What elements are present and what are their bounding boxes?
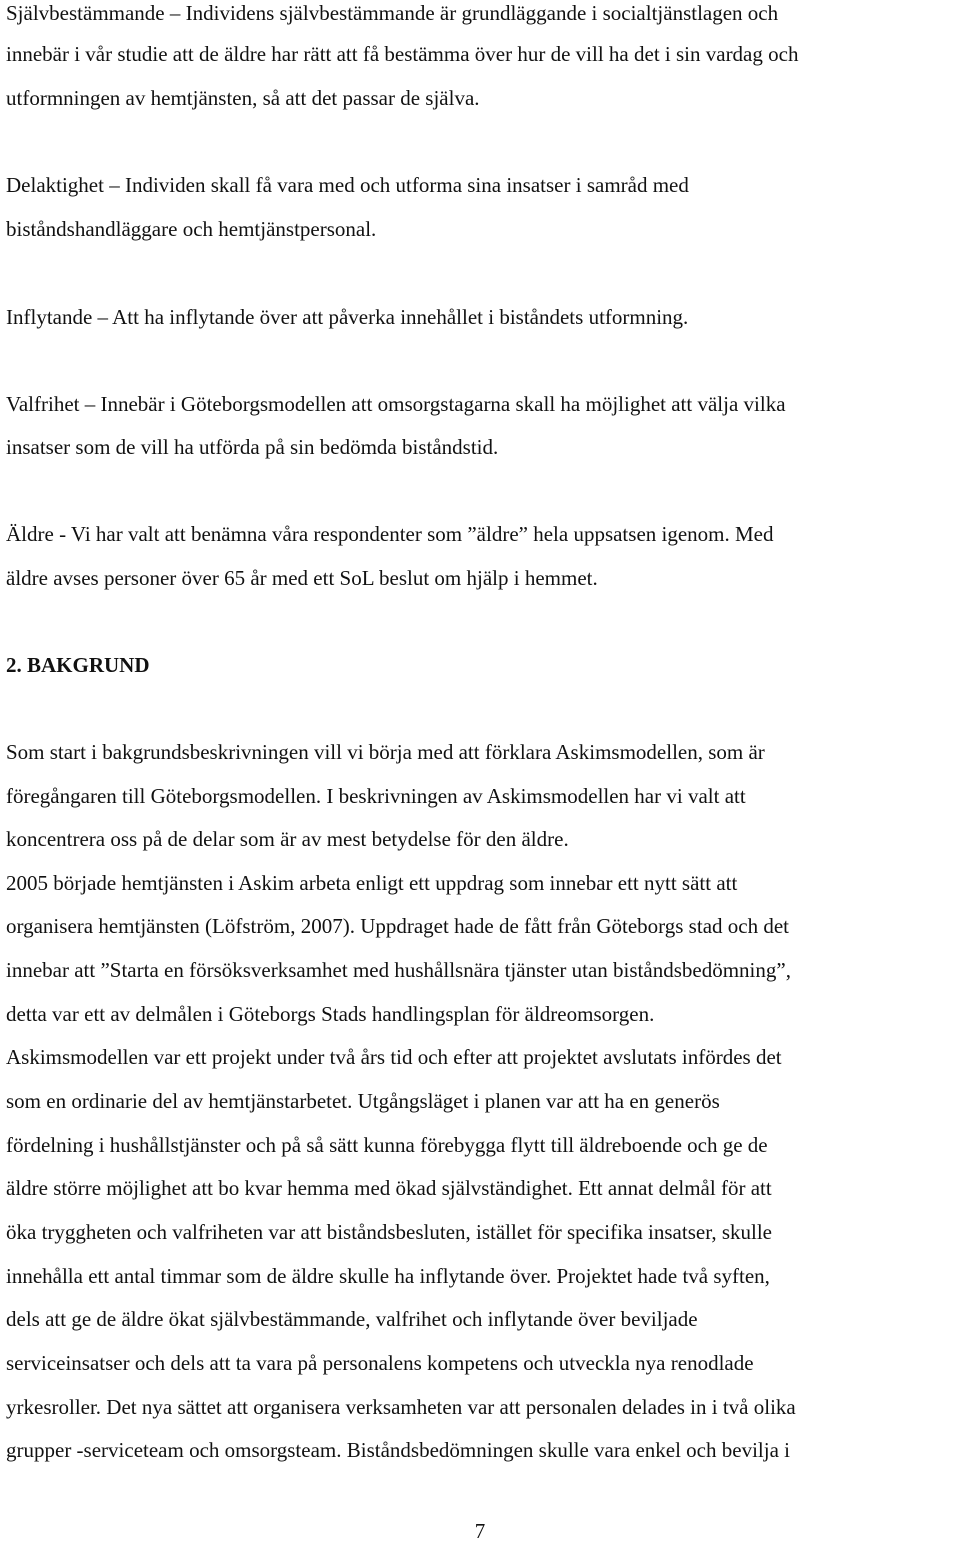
body-line: dels att ge de äldre ökat självbestämmande, valfrihet och inflytande över beviljade (6, 1307, 698, 1331)
body-line: grupper -serviceteam och omsorgsteam. Biståndsbedömningen skulle vara enkel och bevilja i (6, 1438, 790, 1462)
body-line: Askimsmodellen var ett projekt under två års tid och efter att projektet avslutats infördes det (6, 1045, 782, 1069)
body-line: föregångaren till Göteborgsmodellen. I beskrivningen av Askimsmodellen har vi valt att (6, 784, 746, 808)
definition-line: Delaktighet – Individen skall få vara med och utforma sina insatser i samråd med (6, 173, 689, 197)
body-line: organisera hemtjänsten (Löfström, 2007). Uppdraget hade de fått från Göteborgs stad och det (6, 914, 789, 938)
body-line: 2005 började hemtjänsten i Askim arbeta enligt ett uppdrag som innebar ett nytt sätt att (6, 871, 738, 895)
definition-line: Inflytande – Att ha inflytande över att påverka innehållet i biståndets utformning. (6, 305, 689, 329)
body-line: äldre större möjlighet att bo kvar hemma med ökad självständighet. Ett annat delmål för att (6, 1176, 772, 1200)
page-number: 7 (474, 1519, 486, 1543)
body-line: Som start i bakgrundsbeskrivningen vill vi börja med att förklara Askimsmodellen, som är (6, 740, 765, 764)
body-line: innehålla ett antal timmar som de äldre skulle ha inflytande över. Projektet hade två syften, (6, 1264, 770, 1288)
definition-line: Valfrihet – Innebär i Göteborgsmodellen att omsorgstagarna skall ha möjlighet att välja vilka (6, 392, 786, 416)
definition-line: äldre avses personer över 65 år med ett SoL beslut om hjälp i hemmet. (6, 566, 598, 590)
definition-line: utformningen av hemtjänsten, så att det passar de själva. (6, 86, 480, 110)
body-line: koncentrera oss på de delar som är av mest betydelse för den äldre. (6, 827, 569, 851)
definition-line: innebär i vår studie att de äldre har rätt att få bestämma över hur de vill ha det i sin vardag och (6, 42, 799, 66)
definition-line: Självbestämmande – Individens självbestämmande är grundläggande i socialtjänstlagen och (6, 1, 779, 25)
body-line: innebar att ”Starta en försöksverksamhet med hushållsnära tjänster utan biståndsbedömning”, (6, 958, 791, 982)
section-heading: 2. BAKGRUND (6, 653, 150, 677)
body-line: serviceinsatser och dels att ta vara på personalens kompetens och utveckla nya renodlade (6, 1351, 754, 1375)
body-line: öka tryggheten och valfriheten var att biståndsbesluten, istället för specifika insatser, skulle (6, 1220, 773, 1244)
body-line: yrkesroller. Det nya sättet att organisera verksamheten var att personalen delades in i två olika (6, 1395, 796, 1419)
definition-line: insatser som de vill ha utförda på sin bedömda biståndstid. (6, 435, 499, 459)
definition-line: Äldre - Vi har valt att benämna våra respondenter som ”äldre” hela uppsatsen igenom. Med (6, 522, 774, 546)
body-line: fördelning i hushållstjänster och på så sätt kunna förebygga flytt till äldreboende och ge de (6, 1133, 768, 1157)
body-line: detta var ett av delmålen i Göteborgs Stads handlingsplan för äldreomsorgen. (6, 1002, 655, 1026)
definition-line: biståndshandläggare och hemtjänstpersonal. (6, 217, 377, 241)
body-line: som en ordinarie del av hemtjänstarbetet. Utgångsläget i planen var att ha en generös (6, 1089, 720, 1113)
